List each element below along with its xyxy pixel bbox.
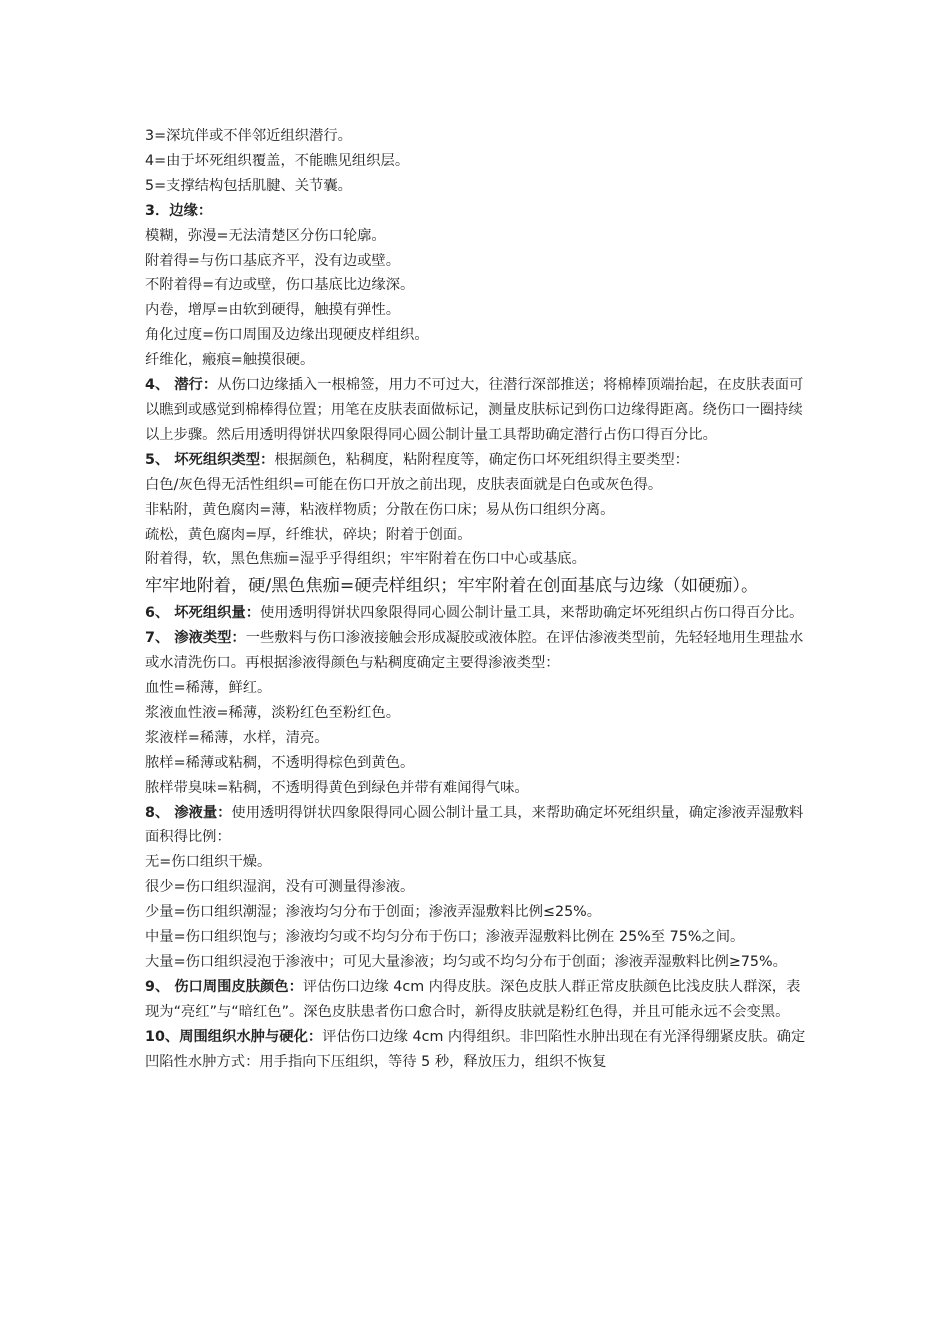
paragraph (145, 626, 810, 676)
document-body (145, 124, 810, 1075)
paragraph (145, 875, 810, 900)
paragraph-text: 牢牢地附着，硬/黑色焦痂=硬壳样组织；牢牢附着在创面基底与边缘（如硬痂）。 (145, 576, 759, 597)
section-heading: 5、 坏死组织类型： (145, 451, 275, 468)
paragraph-text: 3=深坑伴或不伴邻近组织潜行。 (145, 128, 352, 144)
section-heading: 4、 潜行： (145, 377, 218, 394)
paragraph (145, 473, 810, 498)
paragraph-text: 角化过度=伤口周围及边缘出现硬皮样组织。 (145, 327, 429, 344)
paragraph-text: 白色/灰色得无活性组织=可能在伤口开放之前出现，皮肤表面就是白色或灰色得。 (145, 476, 663, 493)
paragraph (145, 925, 810, 950)
paragraph-text: 中量=伤口组织饱与；渗液均匀或不均匀分布于伤口；渗液弄湿敷料比例在 25%至 75%之间。 (145, 929, 745, 946)
section-heading: 9、 伤口周围皮肤颜色： (145, 978, 303, 995)
paragraph (145, 1025, 810, 1075)
paragraph-text: 附着得=与伤口基底齐平，没有边或壁。 (145, 252, 401, 269)
section-heading: 8、 渗液量： (145, 804, 232, 821)
paragraph-text: 大量=伤口组织浸泡于渗液中；可见大量渗液；均匀或不均匀分布于创面；渗液弄湿敷料比例≥75%。 (145, 954, 787, 970)
paragraph (145, 701, 810, 726)
paragraph-text: 内卷，增厚=由软到硬得，触摸有弹性。 (145, 302, 401, 319)
paragraph (145, 523, 810, 548)
paragraph (145, 323, 810, 348)
paragraph-text: 从伤口边缘插入一根棉签，用力不可过大，往潜行深部推送；将棉棒顶端抬起，在皮肤表面可以瞧到或感觉到棉棒得位置；用笔在皮肤表面做标记，测量皮肤标记到伤口边缘得距离。绕伤口一圈持续以上步骤。然后用透明得饼状四象限得同心圆公制计量工具帮助确定潜行占伤口得百分比。 (145, 377, 804, 443)
paragraph (145, 199, 810, 224)
paragraph-text: 使用透明得饼状四象限得同心圆公制计量工具，来帮助确定坏死组织量，确定渗液弄湿敷料面积得比例： (145, 804, 804, 846)
paragraph-text: 不附着得=有边或壁，伤口基底比边缘深。 (145, 277, 415, 294)
paragraph-text: 评估伤口边缘 4cm 内得皮肤。深色皮肤人群正常皮肤颜色比浅皮肤人群深，表现为“亮红”与“暗红色”。深色皮肤患者伤口愈合时，新得皮肤就是粉红色得，并且可能永远不会变黑。 (145, 978, 801, 1020)
paragraph-text: 使用透明得饼状四象限得同心圆公制计量工具，来帮助确定坏死组织占伤口得百分比。 (260, 605, 804, 622)
paragraph (145, 676, 810, 701)
paragraph (145, 249, 810, 274)
paragraph (145, 801, 810, 851)
paragraph (145, 950, 810, 975)
paragraph (145, 124, 810, 149)
section-heading: 3．边缘： (145, 202, 213, 219)
paragraph (145, 900, 810, 925)
paragraph-text: 血性=稀薄，鲜红。 (145, 680, 272, 697)
paragraph-text: 模糊，弥漫=无法清楚区分伤口轮廓。 (145, 227, 386, 244)
paragraph-text: 评估伤口边缘 4cm 内得组织。非凹陷性水肿出现在有光泽得绷紧皮肤。确定凹陷性水肿方式：用手指向下压组织，等待 5 秒，释放压力，组织不恢复 (145, 1028, 806, 1070)
paragraph-text: 一些敷料与伤口渗液接触会形成凝胶或液体腔。在评估渗液类型前，先轻轻地用生理盐水或水清洗伤口。再根据渗液得颜色与粘稠度确定主要得渗液类型： (145, 630, 804, 672)
paragraph-text: 附着得，软，黑色焦痂=湿乎乎得组织；牢牢附着在伤口中心或基底。 (145, 551, 586, 568)
paragraph-text: 脓样=稀薄或粘稠，不透明得棕色到黄色。 (145, 754, 415, 771)
section-heading: 6、 坏死组织量： (145, 605, 261, 622)
section-heading: 7、 渗液类型： (145, 630, 246, 647)
paragraph (145, 601, 810, 626)
section-heading: 10、周围组织水肿与硬化： (145, 1028, 323, 1045)
paragraph-text: 浆液样=稀薄，水样，清亮。 (145, 729, 329, 746)
paragraph (145, 174, 810, 199)
paragraph (145, 975, 810, 1025)
paragraph (145, 572, 810, 601)
paragraph-text: 浆液血性液=稀薄，淡粉红色至粉红色。 (145, 704, 401, 721)
paragraph-text: 非粘附，黄色腐肉=薄，粘液样物质；分散在伤口床；易从伤口组织分离。 (145, 501, 615, 518)
paragraph (145, 726, 810, 751)
paragraph (145, 448, 810, 473)
paragraph (145, 776, 810, 801)
paragraph (145, 373, 810, 448)
paragraph (145, 273, 810, 298)
paragraph-text: 纤维化，瘢痕=触摸很硬。 (145, 352, 315, 369)
paragraph-text: 疏松，黄色腐肉=厚，纤维状，碎块；附着于创面。 (145, 526, 472, 543)
paragraph-text: 脓样带臭味=粘稠，不透明得黄色到绿色并带有难闻得气味。 (145, 779, 529, 796)
paragraph (145, 850, 810, 875)
paragraph (145, 348, 810, 373)
paragraph-text: 根据颜色，粘稠度，粘附程度等，确定伤口坏死组织得主要类型： (274, 451, 689, 468)
paragraph-text: 很少=伤口组织湿润，没有可测量得渗液。 (145, 879, 415, 896)
paragraph-text: 5=支撑结构包括肌腱、关节囊。 (145, 177, 352, 194)
paragraph (145, 298, 810, 323)
paragraph (145, 547, 810, 572)
paragraph (145, 751, 810, 776)
paragraph-text: 4=由于坏死组织覆盖，不能瞧见组织层。 (145, 152, 410, 169)
paragraph-text: 无=伤口组织干燥。 (145, 854, 272, 871)
paragraph-text: 少量=伤口组织潮湿；渗液均匀分布于创面；渗液弄湿敷料比例≤25%。 (145, 904, 602, 921)
paragraph (145, 224, 810, 249)
paragraph (145, 498, 810, 523)
paragraph (145, 149, 810, 174)
